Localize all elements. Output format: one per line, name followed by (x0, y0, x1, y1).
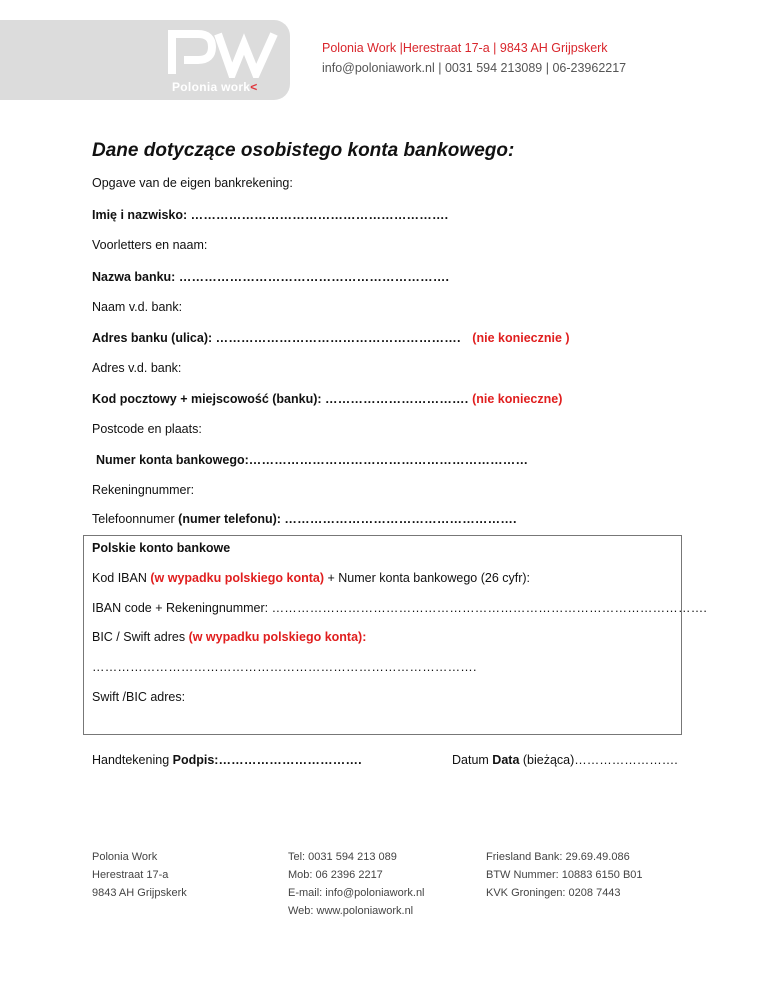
nazwa-banku-field[interactable] (92, 270, 449, 284)
footer-line: Friesland Bank: 29.69.49.086 (486, 851, 630, 863)
iban-pre: Kod IBAN (92, 571, 151, 585)
numer-label: Numer konta bankowego: (96, 453, 249, 467)
footer-company (486, 848, 643, 902)
signature-label-nl: Handtekening (92, 753, 173, 767)
adres-vd-bank-label: Adres v.d. bank: (92, 361, 182, 375)
rekeningnummer-label: Rekeningnummer: (92, 483, 195, 497)
header-address: Polonia Work |Herestraat 17-a | 9843 AH Grijpskerk (322, 41, 608, 55)
iban-instruction (92, 571, 530, 585)
adres-banku-field[interactable] (92, 331, 570, 345)
iban-code-label: IBAN code + Rekeningnummer: (92, 601, 272, 615)
footer-line: BTW Nummer: 10883 6150 B01 (486, 869, 643, 881)
date-post: (bieżąca)……………………. (519, 753, 678, 767)
polonia-work-logo-icon (168, 30, 280, 78)
iban-code-field[interactable] (92, 601, 707, 615)
tel-dots: ………………………………………………. (284, 512, 517, 526)
bic-instruction (92, 630, 366, 644)
header-contact: info@poloniawork.nl | 0031 594 213089 | 06-23962217 (322, 61, 627, 75)
swift-label: Swift /BIC adres: (92, 690, 186, 704)
bic-dots: ………………………………………………………………………………. (92, 660, 477, 674)
tel-label-pl: (numer telefonu): (178, 512, 285, 526)
bic-red-note: (w wypadku polskiego konta): (188, 630, 367, 644)
signature-dots: ……………………………. (218, 753, 362, 767)
iban-post: + Numer konta bankowego (26 cyfr): (324, 571, 531, 585)
footer-line: Tel: 0031 594 213 089 (288, 851, 397, 863)
footer-line: Herestraat 17-a (92, 869, 169, 881)
tel-label-nl: Telefoonnumer (92, 512, 179, 526)
adres-note: (nie koniecznie ) (472, 331, 570, 345)
logo-wordmark-text: Polonia work (172, 80, 251, 94)
numer-dots: ………………………………………………………… (248, 453, 529, 467)
telefon-field[interactable] (92, 512, 517, 526)
iban-red-note: (w wypadku polskiego konta) (150, 571, 325, 585)
imie-field[interactable] (92, 208, 448, 222)
numer-konta-field[interactable] (96, 453, 528, 467)
page-title: Dane dotyczące osobistego konta bankowego: (92, 140, 515, 161)
footer-line: E-mail: info@poloniawork.nl (288, 887, 425, 899)
date-label-pl: Data (492, 753, 520, 767)
imie-dots: ……………………………………………………. (190, 208, 449, 222)
signature-label-pl: Podpis: (172, 753, 219, 767)
imie-label: Imię i nazwisko: (92, 208, 191, 222)
date-field[interactable] (452, 753, 678, 767)
footer-line: Web: www.poloniawork.nl (288, 905, 414, 917)
nazwa-dots: ………………………………………………………. (178, 270, 450, 284)
adres-label: Adres banku (ulica): (92, 331, 216, 345)
logo-accent: < (250, 80, 258, 94)
footer-contact (288, 848, 425, 920)
bic-pre: BIC / Swift adres (92, 630, 189, 644)
kod-note: (nie konieczne) (472, 392, 563, 406)
voorletters-label: Voorletters en naam: (92, 238, 208, 252)
logo-wordmark (172, 80, 282, 94)
footer-line: KVK Groningen: 0208 7443 (486, 887, 621, 899)
date-label-nl: Datum (452, 753, 493, 767)
kod-label: Kod pocztowy + miejscowość (banku): (92, 392, 326, 406)
iban-code-dots: …………………………………………………………………………………………. (271, 601, 708, 615)
footer-line: Mob: 06 2396 2217 (288, 869, 383, 881)
footer-line: 9843 AH Grijpskerk (92, 887, 187, 899)
postcode-label: Postcode en plaats: (92, 422, 202, 436)
naam-bank-label: Naam v.d. bank: (92, 300, 183, 314)
footer-line: Polonia Work (92, 851, 158, 863)
kod-pocztowy-field[interactable] (92, 392, 562, 406)
signature-field[interactable] (92, 753, 362, 767)
footer-address (92, 848, 187, 902)
nazwa-label: Nazwa banku: (92, 270, 179, 284)
adres-dots: …………………………………………………. (215, 331, 465, 345)
opgave-label: Opgave van de eigen bankrekening: (92, 176, 293, 190)
bic-field[interactable] (92, 660, 477, 674)
kod-dots: ……………………………. (325, 392, 473, 406)
box-heading: Polskie konto bankowe (92, 541, 231, 555)
